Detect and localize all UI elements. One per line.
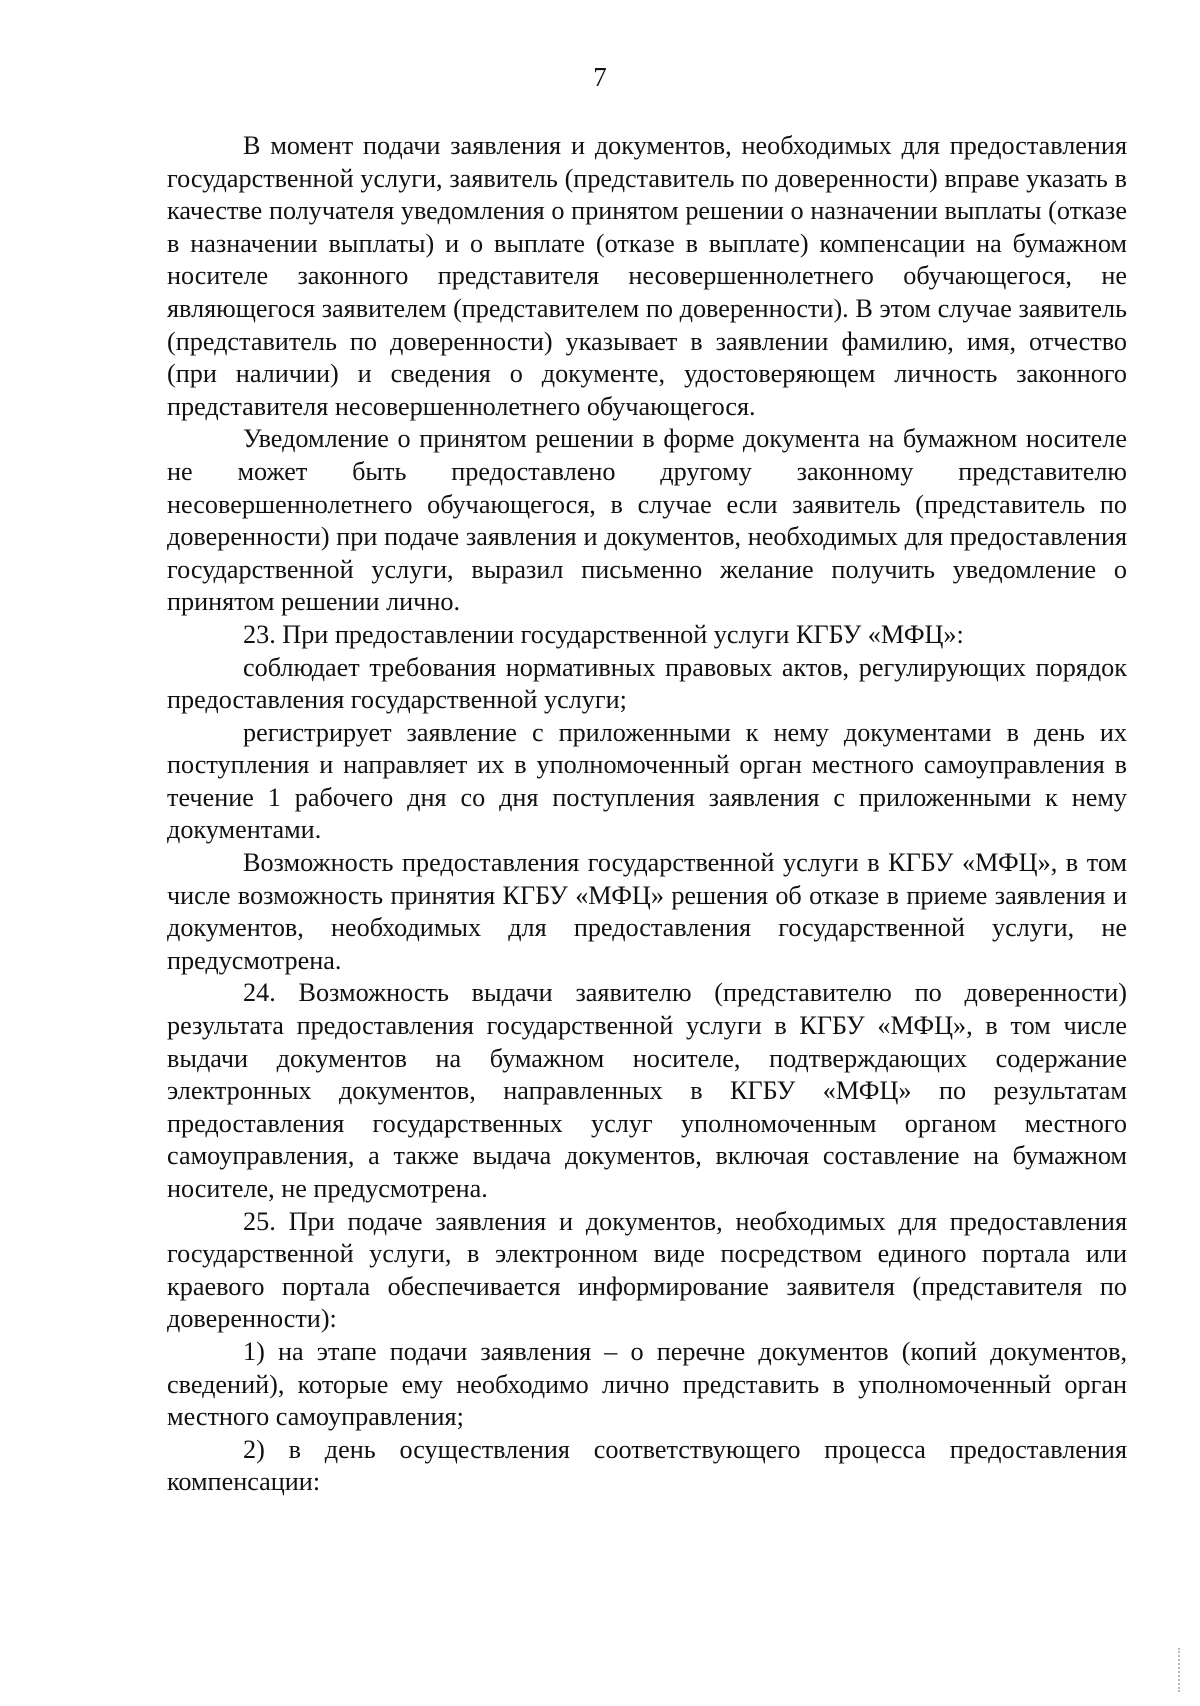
paragraph-item-25: 25. При подаче заявления и документов, необходимых для предоставления государственной услуги, в электронном виде посредством единого портала или краевого портала обеспечивается информирование заявителя (представителя по доверенности):	[167, 1206, 1127, 1334]
paragraph-notification-restriction: Уведомление о принятом решении в форме документа на бумажном носителе не может быть предоставлено другому законному представителю несовершеннолетнего обучающегося, в случае если заявитель (представитель по доверенности) при подаче заявления и документов, необходимых для предоставления государственной услуги, выразил письменно желание получить уведомление о принятом решении лично.	[167, 424, 1127, 617]
paragraph-mfc-possibility: Возможность предоставления государственной услуги в КГБУ «МФЦ», в том числе возможность принятия КГБУ «МФЦ» решения об отказе в приеме заявления и документов, необходимых для предоставления государственной услуги, не предусмотрена.	[167, 848, 1127, 975]
paragraph-item-23-registration: регистрирует заявление с приложенными к нему документами в день их поступления и направляет их в уполномоченный орган местного самоуправления в течение 1 рабочего дня со дня поступления заявления с приложенными к нему документами.	[167, 717, 1127, 845]
paragraph-item-23-requirements: соблюдает требования нормативных правовых актов, регулирующих порядок предоставления государственной услуги;	[167, 652, 1127, 715]
paragraph-notification-recipient: В момент подачи заявления и документов, необходимых для предоставления государственной услуги, заявитель (представитель по доверенности) вправе указать в качестве получателя уведомления о принятом решении о назначении выплаты (отказе в назначении выплаты) и о выплате (отказе в выплате) компенсации на бумажном носителе законного представителя несовершеннолетнего обучающегося, не являющегося заявителем (представителем по доверенности). В этом случае заявитель (представитель по доверенности) указывает в заявлении фамилию, имя, отчество (при наличии) и сведения о документе, удостоверяющем личность законного представителя несовершеннолетнего обучающегося.	[167, 131, 1127, 421]
document-body	[167, 130, 1127, 1499]
paragraph-item-25-subitem-1: 1) на этапе подачи заявления – о перечне документов (копий документов, сведений), которые ему необходимо лично представить в уполномоченный орган местного самоуправления;	[167, 1336, 1127, 1432]
paragraph-item-23: 23. При предоставлении государственной услуги КГБУ «МФЦ»:	[243, 619, 964, 649]
paragraph-item-24: 24. Возможность выдачи заявителю (представителю по доверенности) результата предоставления государственной услуги в КГБУ «МФЦ», в том числе выдачи документов на бумажном носителе, подтверждающих содержание электронных документов, направленных в КГБУ «МФЦ» по результатам предоставления государственных услуг уполномоченным органом местного самоуправления, а также выдача документов, включая составление на бумажном носителе, не предусмотрена.	[167, 978, 1127, 1203]
scan-edge-mark	[1178, 1648, 1182, 1692]
page-number: 7	[593, 62, 607, 92]
paragraph-item-25-subitem-2: 2) в день осуществления соответствующего процесса предоставления компенсации:	[167, 1434, 1127, 1497]
